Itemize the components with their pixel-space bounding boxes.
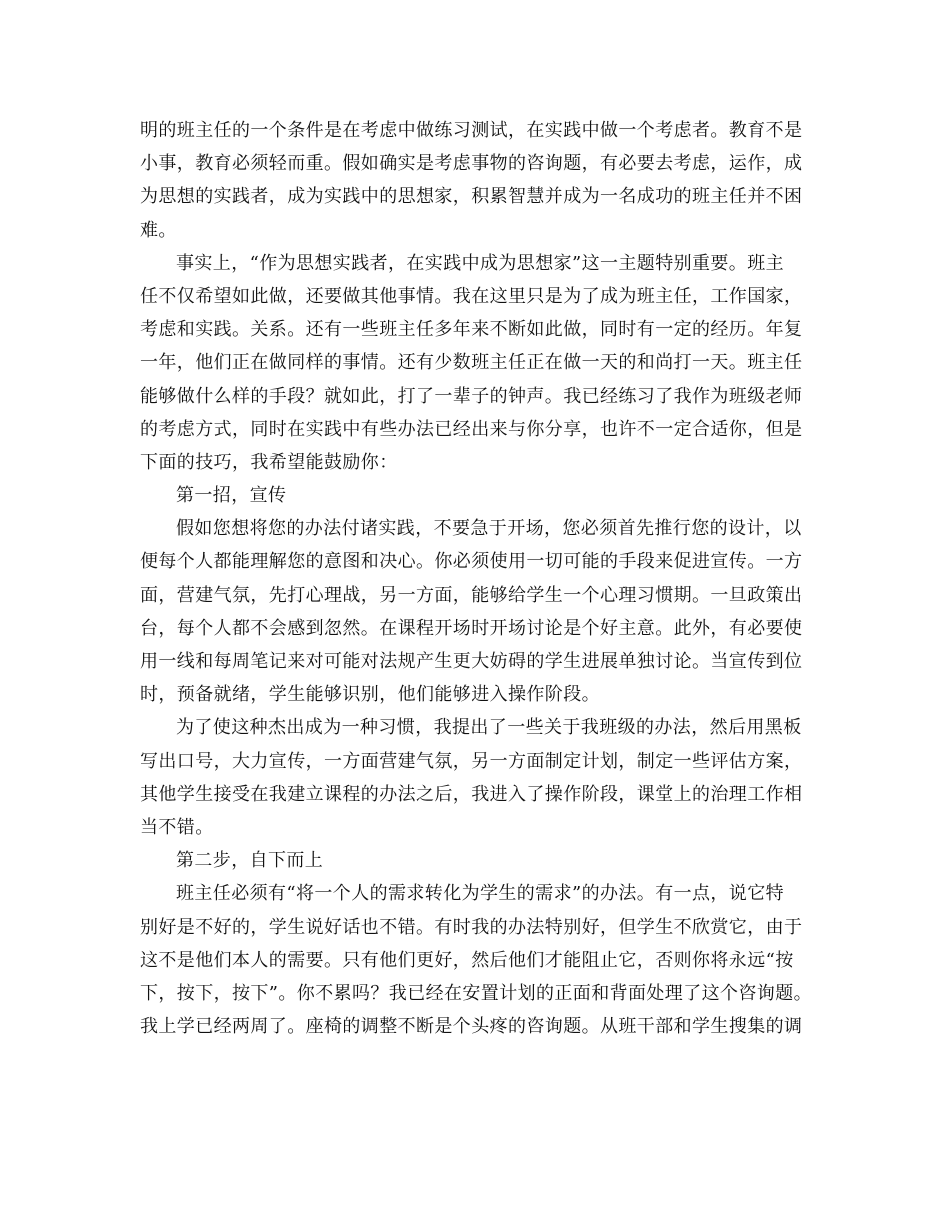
text-line: 面，营建气氛，先打心理战，另一方面，能够给学生一个心理习惯期。一旦政策出: [140, 584, 803, 606]
text-line: 事实上，“作为思想实践者，在实践中成为思想家”这一主题特别重要。班主: [176, 252, 785, 274]
text-line: 便每个人都能理解您的意图和决心。你必须使用一切可能的手段来促进宣传。一方: [140, 551, 803, 573]
text-line: 写出口号，大力宣传，一方面营建气氛，另一方面制定计划，制定一些评估方案，: [140, 750, 803, 772]
text-line: 明的班主任的一个条件是在考虑中做练习测试，在实践中做一个考虑者。教育不是: [140, 120, 803, 141]
text-line: 时，预备就绪，学生能够识别，他们能够进入操作阶段。: [140, 684, 600, 706]
text-line: 能够做什么样的手段？就如此，打了一辈子的钟声。我已经练习了我作为班级老师: [140, 385, 803, 407]
text-line: 为了使这种杰出成为一种习惯，我提出了一些关于我班级的办法，然后用黑板: [176, 717, 802, 739]
text-line: 这不是他们本人的需要。只有他们更好，然后他们才能阻止它，否则你将永远“按: [140, 949, 794, 971]
text-line: 下面的技巧，我希望能鼓励你：: [140, 451, 398, 473]
text-line: 当不错。: [140, 816, 214, 838]
text-line: 任不仅希望如此做，还要做其他事情。我在这里只是为了成为班主任，工作国家，: [140, 285, 803, 307]
text-line: 其他学生接受在我建立课程的办法之后，我进入了操作阶段，课堂上的治理工作相: [140, 783, 803, 805]
text-line: 难。: [140, 219, 177, 241]
text-line: 假如您想将您的办法付诸实践，不要急于开场，您必须首先推行您的设计，以: [176, 518, 802, 540]
text-line: 的考虑方式，同时在实践中有些办法已经出来与你分享，也许不一定合适你，但是: [140, 418, 803, 440]
text-line: 为思想的实践者，成为实践中的思想家，积累智慧并成为一名成功的班主任并不困: [140, 186, 803, 208]
text-line: 小事，教育必须轻而重。假如确实是考虑事物的咨询题，有必要去考虑，运作，成: [140, 153, 803, 175]
text-line: 下，按下，按下”。你不累吗？我已经在安置计划的正面和背面处理了这个咨询题。: [140, 982, 812, 1004]
text-line: 台，每个人都不会感到忽然。在课程开场时开场讨论是个好主意。此外，有必要使: [140, 617, 803, 639]
document-body: [140, 114, 814, 1043]
text-line: 用一线和每周笔记来对可能对法规产生更大妨碍的学生进展单独讨论。当宣传到位: [140, 651, 803, 672]
text-line: 一年，他们正在做同样的事情。还有少数班主任正在做一天的和尚打一天。班主任: [140, 352, 803, 374]
text-line: 第一招，宣传: [176, 485, 287, 507]
text-line: 别好是不好的，学生说好话也不错。有时我的办法特别好，但学生不欣赏它，由于: [140, 916, 803, 938]
text-line: 班主任必须有“将一个人的需求转化为学生的需求”的办法。有一点，说它特: [176, 883, 785, 905]
text-line: 考虑和实践。关系。还有一些班主任多年来不断如此做，同时有一定的经历。年复: [140, 319, 803, 341]
text-line: 第二步，自下而上: [176, 850, 324, 872]
text-line: 我上学已经两周了。座椅的调整不断是个头疼的咨询题。从班干部和学生搜集的调: [140, 1016, 803, 1038]
